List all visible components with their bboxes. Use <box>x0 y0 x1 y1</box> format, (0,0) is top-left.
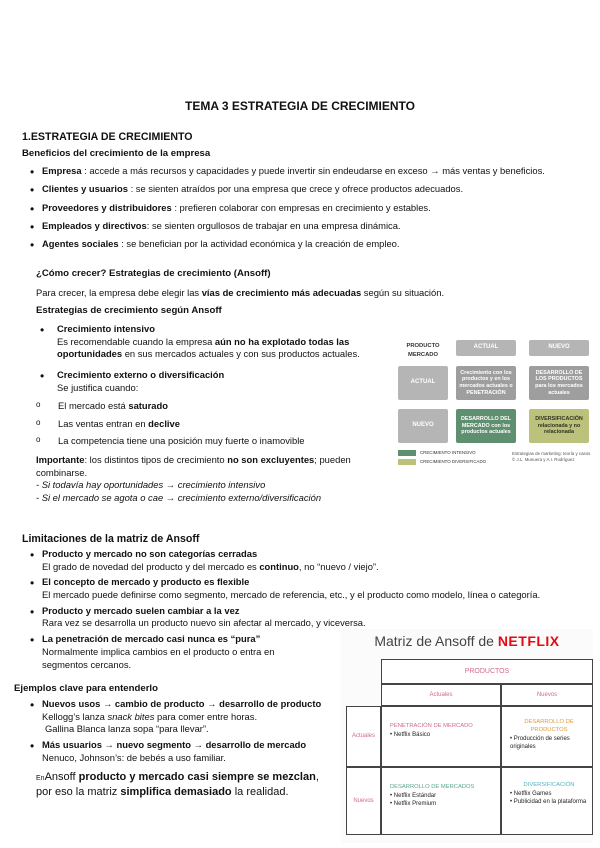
external-block: • Crecimiento externo o diversificación Se justifica cuando: <box>40 369 225 393</box>
col-nuevo: NUEVO <box>529 340 589 356</box>
netflix-ansoff-matrix <box>341 629 593 843</box>
list-item: • Empresa : accede a más recursos y capacidades y puede invertir sin endeudarse en exceso → más ventas y beneficios. <box>29 165 594 178</box>
legend-intensivo: CRECIMIENTO INTENSIVO <box>420 450 476 455</box>
cell-desarrollo-productos: DESARROLLO DE PRODUCTOS • Producción de series originales <box>501 706 593 767</box>
list-item: • Más usuarios → nuevo segmento → desarrollo de mercado Nenuco, Johnson’s: de bebés a uso familiar. <box>29 739 339 764</box>
cell-desarrollo-mercado: DESARROLLO DEL MERCADO con los productos actuales <box>456 409 516 443</box>
cell-diversificacion: DIVERSIFICACIÓN relacionada y no relacionada <box>529 409 589 443</box>
col-actuales: Actuales <box>381 684 501 706</box>
cell-diversificacion: DIVERSIFICACIÓN • Netflix Games • Publicidad en la plataforma <box>501 767 593 835</box>
cell-desarrollo-productos: DESARROLLO DE LOS PRODUCTOS para los mercados actuales <box>529 366 589 400</box>
figure-source: Estrategias de marketing: teoría y casos © J.L. Munuera y A.I. Rodríguez <box>512 451 591 463</box>
netflix-matrix-title: Matriz de Ansoff de NETFLIX <box>374 633 560 649</box>
page-title: TEMA 3 ESTRATEGIA DE CRECIMIENTO <box>184 99 415 113</box>
producto-mercado-label: PRODUCTO MERCADO <box>406 343 440 359</box>
how-grow-heading: ¿Cómo crecer? Estrategias de crecimiento (Ansoff) <box>36 268 271 279</box>
list-item: • Agentes sociales : se benefician por la actividad económica y la creación de empleo. <box>29 238 594 251</box>
col-actual: ACTUAL <box>456 340 516 356</box>
list-item: • Producto y mercado suelen cambiar a la vez Rara vez se desarrolla un producto nuevo sin afectar al mercado, y viceversa. <box>29 605 594 630</box>
how-grow-intro: Para crecer, la empresa debe elegir las vías de crecimiento más adecuadas según su situación. <box>36 287 445 298</box>
list-item: o La competencia tiene una posición muy fuerte o inamovible <box>36 435 386 448</box>
list-item: o Las ventas entran en declive <box>36 418 386 431</box>
examples-heading: Ejemplos clave para entenderlo <box>14 683 158 694</box>
list-item: o El mercado está saturado <box>36 400 386 413</box>
list-item: • La penetración de mercado casi nunca es “pura” Normalmente implica cambios en el producto o entra en segmentos cercanos. <box>29 633 329 671</box>
row-actual: ACTUAL <box>398 366 448 400</box>
legend-diversificado: CRECIMIENTO DIVERSIFICADO <box>420 459 487 464</box>
benefits-heading: Beneficios del crecimiento de la empresa <box>22 148 211 159</box>
cell-penetracion-mercado: PENETRACIÓN DE MERCADO • Netflix Básico <box>381 706 501 767</box>
legend-swatch-intensivo <box>398 450 416 456</box>
row-actuales: Actuales <box>346 706 381 767</box>
intensive-block: • Crecimiento intensivo Es recomendable cuando la empresa aún no ha explotado todas las oportunidades en sus mercados actuales y con sus productos actuales. <box>40 323 360 360</box>
conclusion: EnAnsoff producto y mercado casi siempre se mezclan, por eso la matriz simplifica demasiado la realidad. <box>36 771 319 799</box>
cell-penetracion: Crecimiento con los productos y en los mercados actuales o PENETRACIÓN <box>456 366 516 400</box>
list-item: • Clientes y usuarios : se sienten atraídos por una empresa que crece y ofrece productos adecuados. <box>29 183 594 196</box>
list-item: • Proveedores y distribuidores : prefieren colaborar con empresas en crecimiento y estables. <box>29 202 594 215</box>
row-nuevo: NUEVO <box>398 409 448 443</box>
important-note: Importante: los distintos tipos de crecimiento no son excluyentes; pueden combinarse. - Si todavía hay oportunidades → crecimiento intensivo - Si el mercado se agota o cae → crecimiento externo/diversificación <box>36 454 351 504</box>
benefits-list <box>29 165 594 256</box>
limitations-heading: Limitaciones de la matriz de Ansoff <box>22 533 200 545</box>
productos-header: PRODUCTOS <box>381 659 593 684</box>
ansoff-matrix-figure <box>394 334 594 484</box>
section-heading: 1.ESTRATEGIA DE CRECIMIENTO <box>22 131 193 143</box>
list-item: • El concepto de mercado y producto es flexible El mercado puede definirse como segmento, mercado de referencia, etc., y el producto como modelo, línea o categoría. <box>29 576 594 601</box>
list-item: • Empleados y directivos: se sienten orgullosos de trabajar en una empresa dinámica. <box>29 220 594 233</box>
col-nuevos: Nuevos <box>501 684 593 706</box>
strategies-heading: Estrategias de crecimiento según Ansoff <box>36 305 222 316</box>
list-item: • Nuevos usos → cambio de producto → desarrollo de producto Kellogg’s lanza snack bites para comer entre horas. Gallina Blanca lanza sopa “para llevar”. <box>29 698 339 736</box>
row-nuevos: Nuevos <box>346 767 381 835</box>
examples-list <box>29 698 339 770</box>
list-item: • Producto y mercado no son categorías cerradas El grado de novedad del producto y del mercado es continuo, no “nuevo / viejo”. <box>29 548 594 573</box>
cell-desarrollo-mercados: DESARROLLO DE MERCADOS • Netflix Estándar • Netflix Premium <box>381 767 501 835</box>
conditions-list <box>36 400 386 448</box>
legend-swatch-diversificado <box>398 459 416 465</box>
